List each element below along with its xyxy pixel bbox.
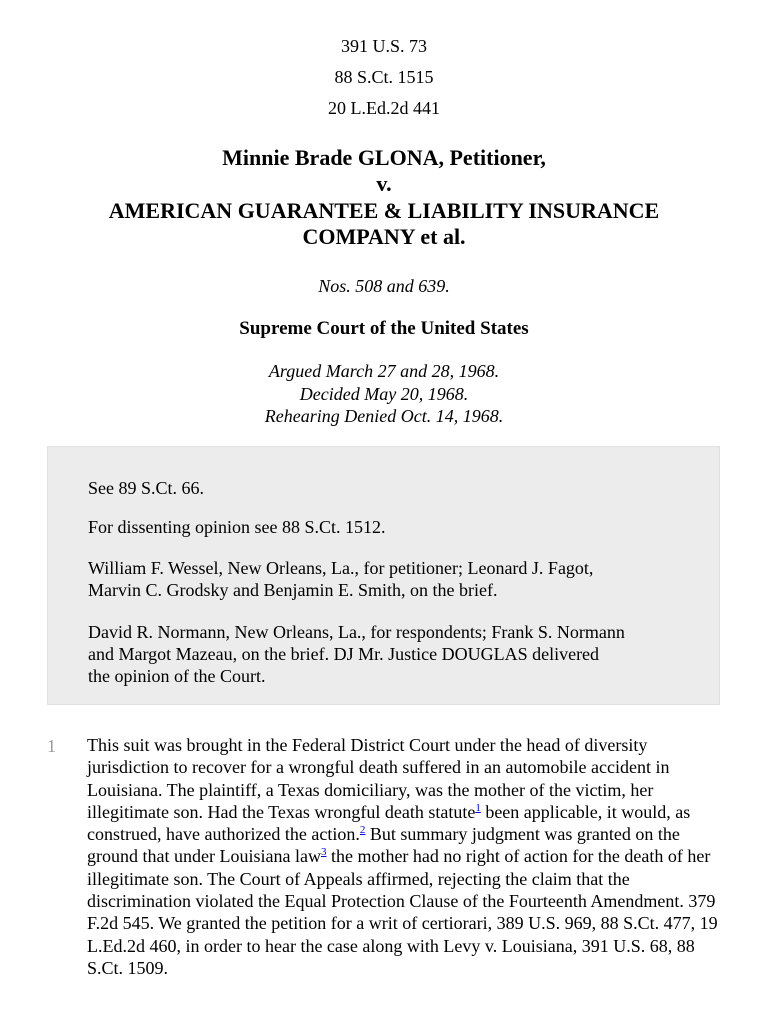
see-reference: See 89 S.Ct. 66.	[88, 478, 205, 498]
respondent-counsel-line: David R. Normann, New Orleans, La., for respondents; Frank S. Normann	[88, 622, 625, 642]
petitioner-counsel-line: William F. Wessel, New Orleans, La., for petitioner; Leonard J. Fagot,	[88, 558, 594, 578]
opinion-paragraph	[87, 734, 722, 979]
date-argued: Argued March 27 and 28, 1968.	[268, 361, 500, 381]
court-name: Supreme Court of the United States	[239, 318, 529, 339]
date-rehearing: Rehearing Denied Oct. 14, 1968.	[264, 406, 504, 426]
petitioner-counsel-line: Marvin C. Grodsky and Benjamin E. Smith, on the brief.	[88, 580, 498, 600]
date-decided: Decided May 20, 1968.	[299, 384, 469, 404]
footnote-link-1[interactable]: 1	[475, 801, 481, 814]
opinion-text: This suit was brought in the Federal District Court under the head of diversity jurisdiction to recover for a wrongful death suffered in an automobile accident in Louisiana. The plaintiff, a Texas domiciliary, was the mother of the victim, her illegitimate son. Had the Texas wrongful death statute	[87, 735, 670, 822]
synopsis-box	[47, 446, 720, 705]
citation-us: 391 U.S. 73	[340, 36, 427, 56]
caption-petitioner: Minnie Brade GLONA, Petitioner,	[222, 145, 546, 170]
citation-sct: 88 S.Ct. 1515	[334, 67, 434, 87]
respondent-counsel-line: and Margot Mazeau, on the brief. DJ Mr. Justice DOUGLAS delivered	[88, 644, 600, 664]
opinion-text: But summary judgment was granted on the ground that under Louisiana law	[87, 824, 680, 867]
respondent-counsel	[88, 621, 688, 687]
paragraph-number: 1	[47, 736, 56, 756]
docket-numbers: Nos. 508 and 639.	[318, 276, 450, 296]
respondent-counsel-line: the opinion of the Court.	[88, 666, 266, 686]
footnote-link-2[interactable]: 2	[359, 824, 366, 837]
caption-versus: v.	[376, 171, 392, 196]
petitioner-counsel	[88, 557, 688, 601]
caption-respondent-line2: COMPANY et al.	[302, 224, 466, 249]
caption-respondent-line1: AMERICAN GUARANTEE & LIABILITY INSURANCE	[108, 198, 660, 223]
opinion-text: been applicable, it would, as construed, have authorized the action.	[87, 801, 691, 845]
dissent-reference: For dissenting opinion see 88 S.Ct. 1512.	[88, 517, 386, 537]
opinion-text: the mother had no right of action for the death of her illegitimate son. The Court of Appeals affirmed, rejecting the claim that the discrimination violated the Equal Protection Clause of the Fourteenth Amendment. 379 F.2d 545. We granted the petition for a writ of certiorari, 389 U.S. 969, 88 S.Ct. 477, 19 L.Ed.2d 460, in order to hear the case along with Levy v. Louisiana, 391 U.S. 68, 88 S.Ct. 1509.	[87, 846, 718, 978]
citation-led: 20 L.Ed.2d 441	[328, 98, 440, 118]
footnote-link-3[interactable]: 3	[320, 846, 327, 859]
